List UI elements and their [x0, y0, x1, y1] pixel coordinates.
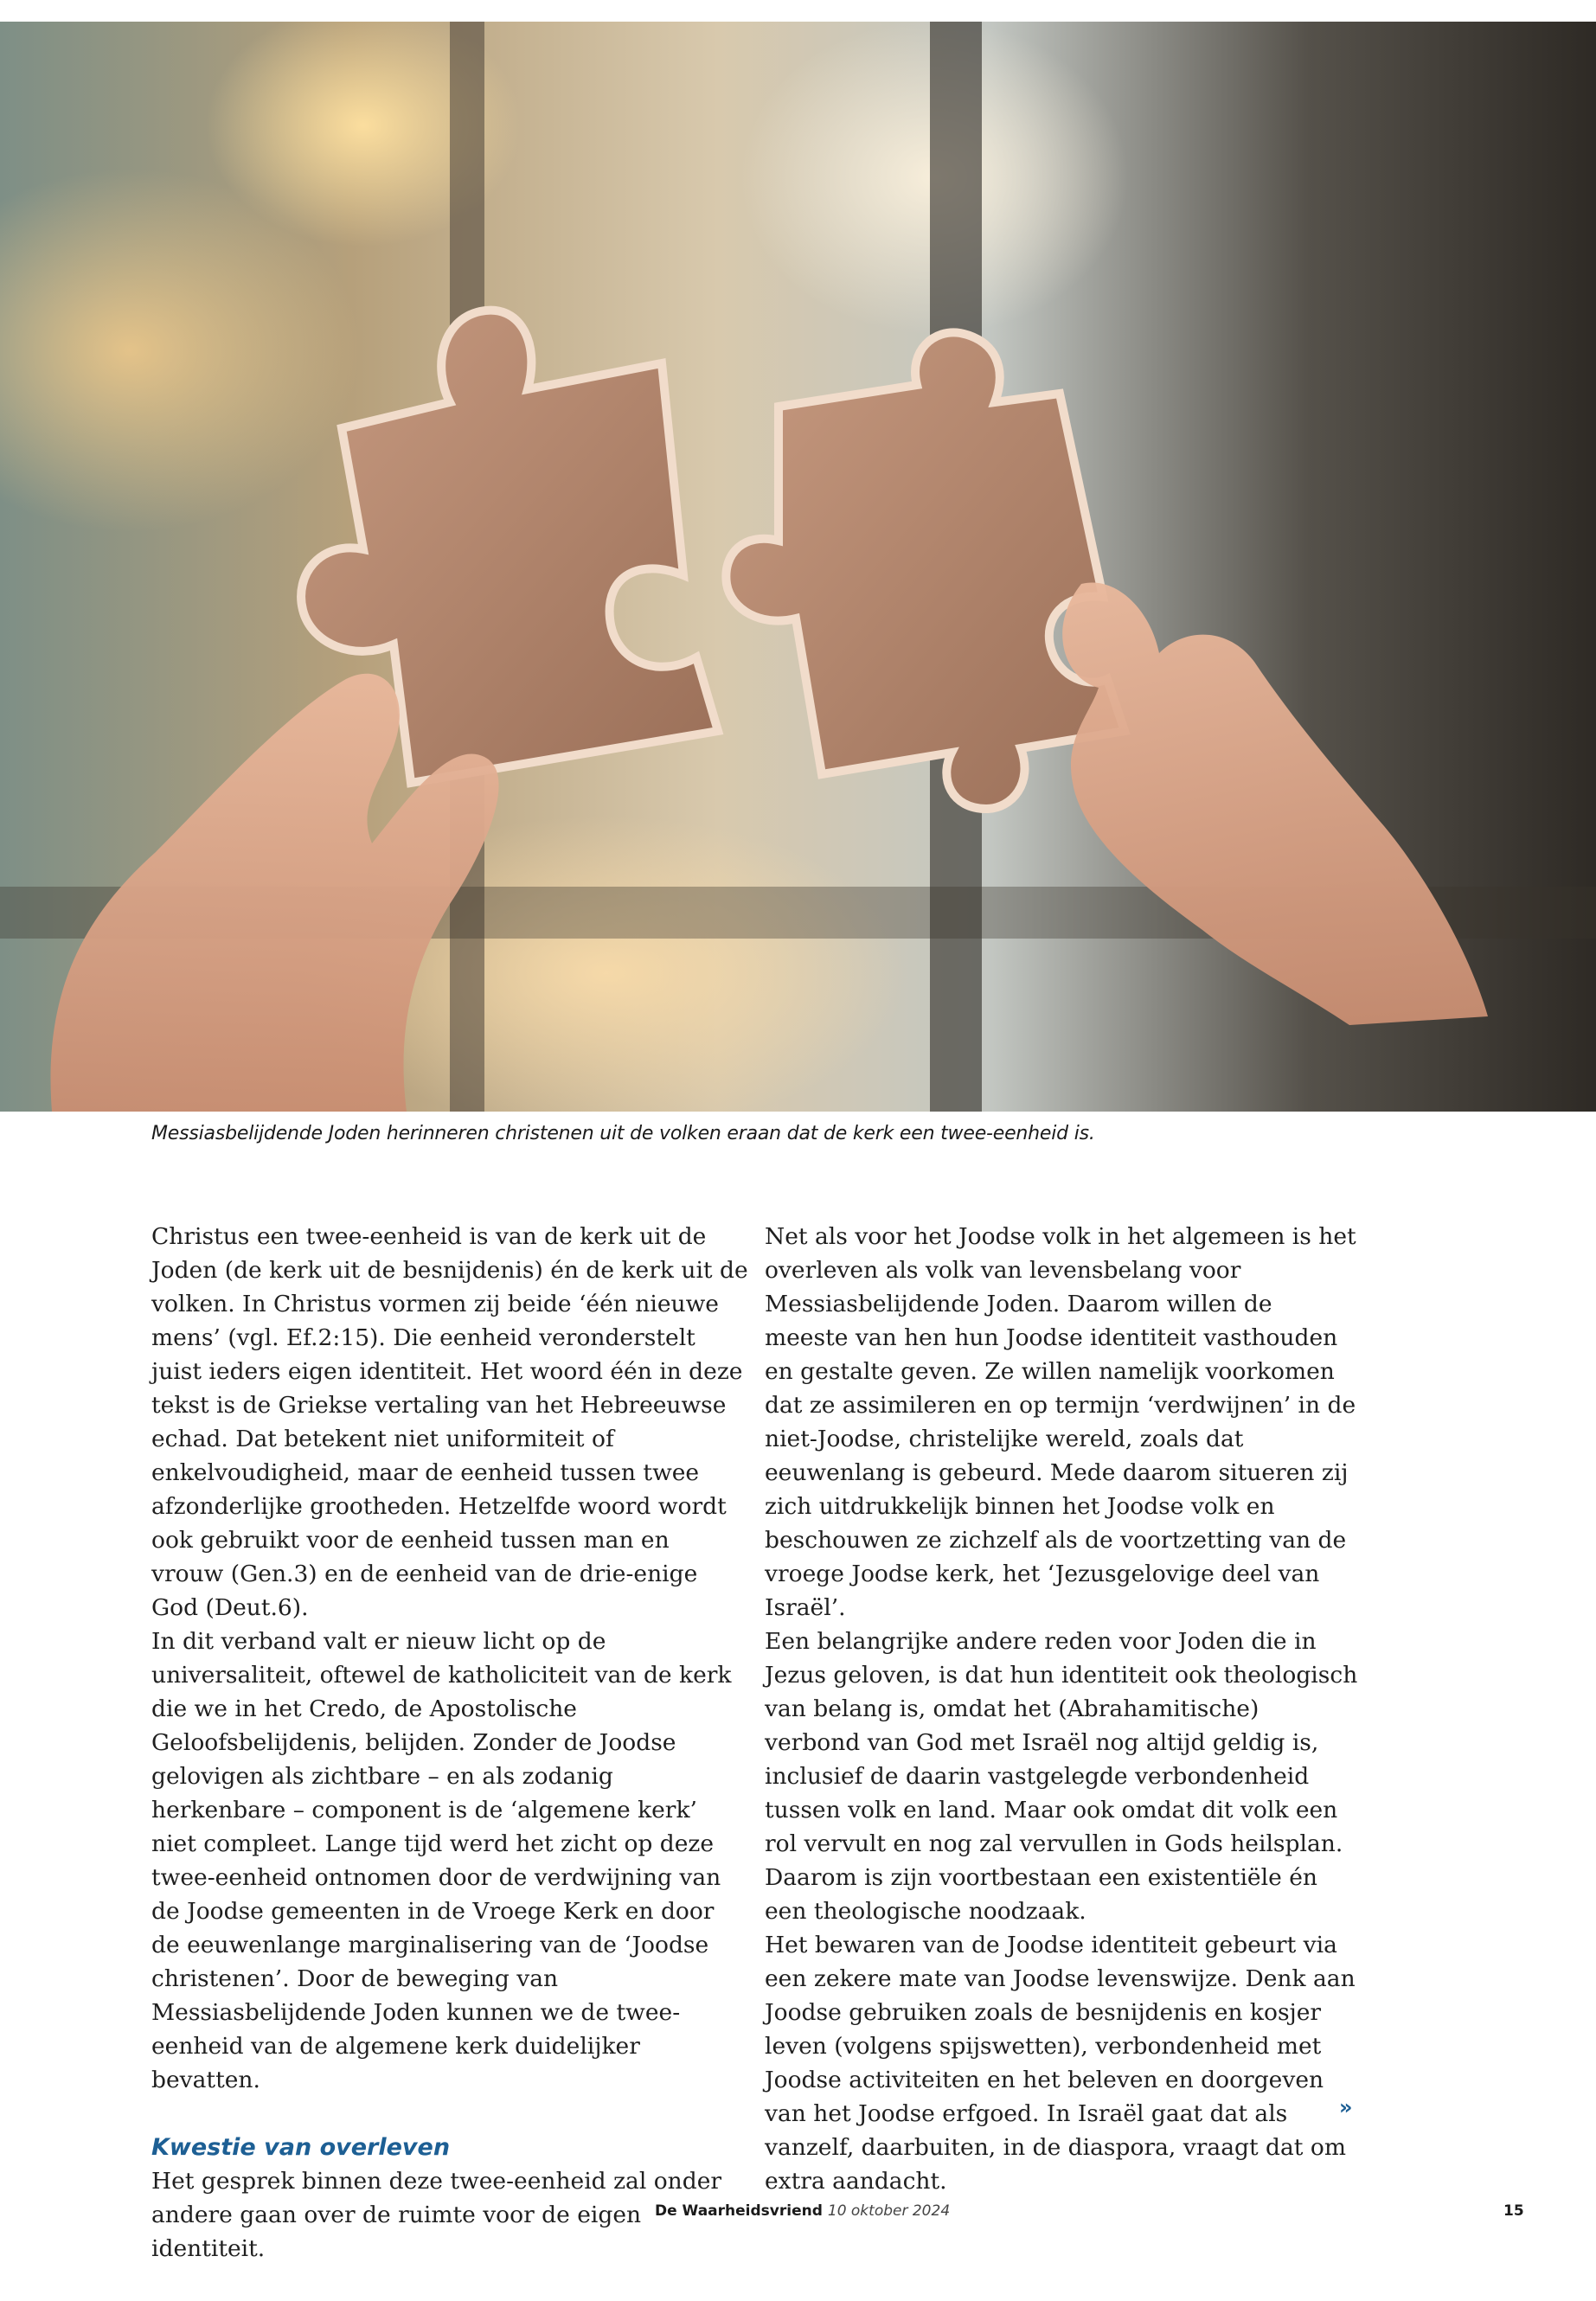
publication-date: 10 oktober 2024 [827, 2202, 951, 2220]
publication-name: De Waarheidsvriend [655, 2202, 823, 2220]
puzzle-pieces-photo [0, 22, 1596, 1112]
paragraph: Net als voor het Joodse volk in het algemeen is het overleven als volk van levensbelang voor Messiasbelijdende Joden. Daarom willen de meeste van hen hun Joodse identiteit vasthouden en gestalte geven. Ze willen namelijk voorkomen dat ze assimileren en op termijn ‘verdwijnen’ in de niet-Joodse, christelijke wereld, zoals dat eeuwenlang is gebeurd. Mede daarom situeren zij zich uitdrukkelijk binnen het Joodse volk en beschouwen ze zichzelf als de voortzetting van de vroege Joodse kerk, het ‘Jezusgelovige deel van Israël’. [765, 1223, 1356, 1621]
left-column [151, 1220, 748, 2266]
paragraph: In dit verband valt er nieuw licht op de universaliteit, oftewel de katholiciteit van de kerk die we in het Credo, de Apostolische Geloofsbelijdenis, belijden. Zonder de Joodse gelovigen als zichtbare – en als zodanig herkenbare – component is de ‘algemene kerk’ niet compleet. Lange tijd werd het zicht op deze twee-eenheid ontnomen door de verdwijning van de Joodse gemeenten in de Vroege Kerk en door de eeuwenlange marginalisering van de ‘Joodse christenen’. Door de beweging van Messiasbelijdende Joden kunnen we de twee-eenheid van de algemene kerk duidelijker bevatten. [151, 1628, 732, 2093]
paragraph: Christus een twee-eenheid is van de kerk uit de Joden (de kerk uit de besnijdenis) én de kerk uit de volken. In Christus vormen zij beide ‘één nieuwe mens’ (vgl. Ef.2:15). Die eenheid veronderstelt juist ieders eigen identiteit. Het woord één in deze tekst is de Griekse vertaling van het Hebreeuwse echad. Dat betekent niet uniformiteit of enkelvoudigheid, maar de eenheid tussen twee afzonderlijke grootheden. Hetzelfde woord wordt ook gebruikt voor de eenheid tussen man en vrouw (Gen.3) en de eenheid van de drie-enige God (Deut.6). [151, 1223, 748, 1621]
continue-arrow-icon: » [1339, 2095, 1353, 2119]
right-hand [1062, 582, 1488, 1025]
paragraph: Een belangrijke andere reden voor Joden die in Jezus geloven, is dat hun identiteit ook theologisch van belang is, omdat het (Abrahamitische) verbond van God met Israël nog altijd geldig is, inclusief de daarin vastgelegde verbondenheid tussen volk en land. Maar ook omdat dit volk een rol vervult en nog zal vervullen in Gods heilsplan. Daarom is zijn voortbestaan een existentiële én een theologische noodzaak. [765, 1628, 1358, 1925]
photo-caption: Messiasbelijdende Joden herinneren christenen uit de volken eraan dat de kerk een twee-eenheid is. [151, 1123, 1095, 1144]
page-number: 15 [1503, 2202, 1524, 2220]
subheading: Kwestie van overleven [151, 2134, 451, 2161]
right-column [765, 1220, 1362, 2198]
paragraph: Het gesprek binnen deze twee-eenheid zal onder andere gaan over de ruimte voor de eigen identiteit. [151, 2168, 722, 2262]
paragraph: Het bewaren van de Joodse identiteit gebeurt via een zekere mate van Joodse levenswijze. Denk aan Joodse gebruiken zoals de besnijdenis en kosjer leven (volgens spijswetten), verbondenheid met Joodse activiteiten en het beleven en doorgeven van het Joodse erfgoed. In Israël gaat dat als vanzelf, daarbuiten, in de diaspora, vraagt dat om extra aandacht. [765, 1932, 1356, 2195]
photo-illustration [0, 22, 1596, 1112]
footer [655, 2202, 950, 2220]
right-puzzle-piece [726, 332, 1125, 809]
